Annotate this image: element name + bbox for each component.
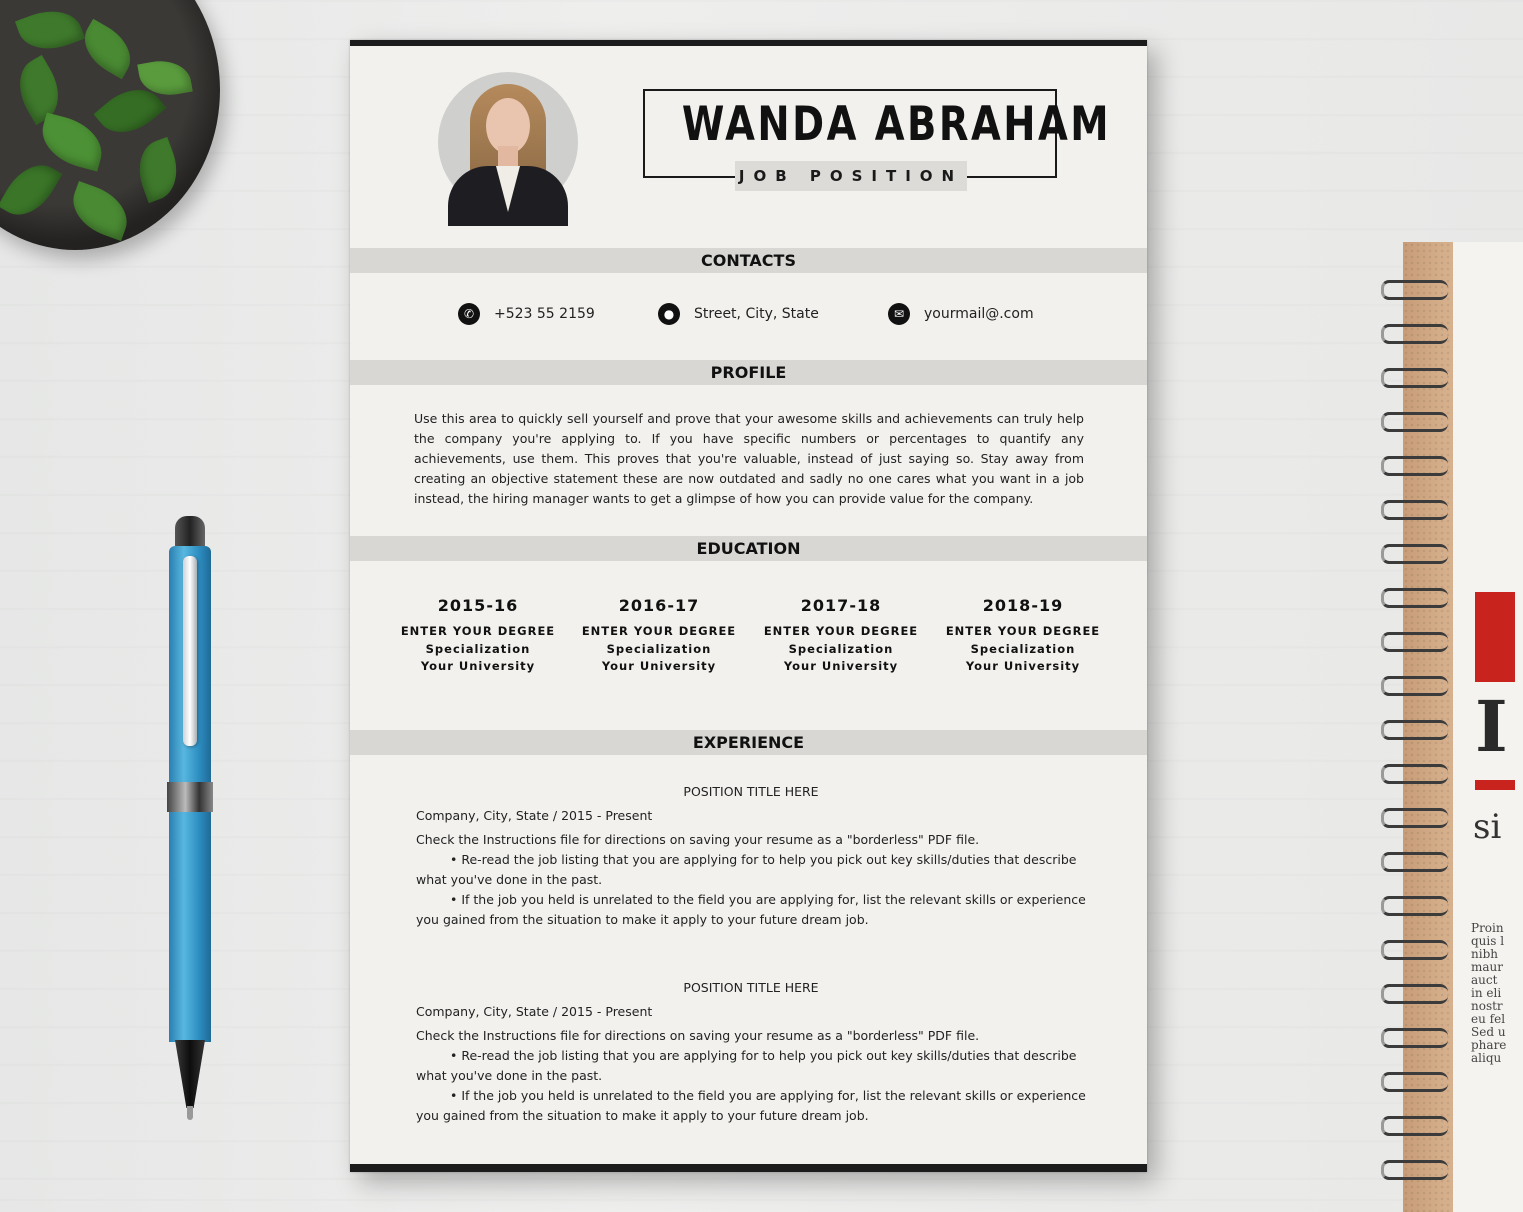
phone-text: +523 55 2159 — [494, 306, 595, 322]
contact-address — [658, 303, 819, 325]
education-degree: ENTER YOUR DEGREE — [763, 624, 919, 638]
education-specialization: Specialization — [425, 641, 531, 656]
education-item — [398, 596, 558, 676]
education-item — [579, 596, 739, 676]
experience-entry — [416, 978, 1086, 1126]
education-university: Your University — [420, 659, 536, 673]
envelope-icon: ✉ — [888, 303, 910, 325]
education-specialization: Specialization — [606, 641, 712, 656]
profile-text: Use this area to quickly sell yourself and prove that your awesome skills and achievements can truly help the company you're applying to. If you have specific numbers or percentages to quantify any achievements, use them. This proves that you're valuable, instead of just saying so. Stay away from creating an objective statement these are now outdated and sadly no one cares what you want in a job instead, the hiring manager wants to get a glimpse of how you can provide value for the company. — [414, 411, 1084, 506]
education-year: 2016-17 — [618, 596, 700, 615]
education-university: Your University — [783, 659, 899, 673]
education-university: Your University — [965, 659, 1081, 673]
experience-entry — [416, 782, 1086, 930]
pen — [167, 516, 213, 1121]
spiral-notebook — [1403, 242, 1523, 1212]
notebook-word: si — [1473, 807, 1502, 847]
section-header-education: EDUCATION — [350, 536, 1147, 561]
experience-bullet: • Re-read the job listing that you are applying for to help you pick out key skills/duties that describe what you've done in the past. — [416, 1048, 1077, 1083]
experience-bullet: • If the job you held is unrelated to the field you are applying for, list the relevant skills or experience you gained from the situation to make it apply to your future dream job. — [416, 1088, 1086, 1123]
education-item — [761, 596, 921, 676]
education-year: 2018-19 — [982, 596, 1064, 615]
education-degree: ENTER YOUR DEGREE — [581, 624, 737, 638]
contact-phone — [458, 303, 595, 325]
contact-email — [888, 303, 1034, 325]
education-item — [943, 596, 1103, 676]
address-text: Street, City, State — [694, 306, 819, 322]
notebook-letter: I — [1475, 685, 1508, 768]
resume-name: WANDA ABRAHAM — [681, 97, 1112, 152]
position-title: POSITION TITLE HERE — [683, 784, 819, 799]
education-year: 2015-16 — [437, 596, 519, 615]
notebook-red-block — [1475, 592, 1515, 682]
experience-bullet: • Re-read the job listing that you are applying for to help you pick out key skills/duties that describe what you've done in the past. — [416, 852, 1077, 887]
email-text: yourmail@.com — [924, 306, 1034, 322]
education-specialization: Specialization — [788, 641, 894, 656]
education-year: 2017-18 — [800, 596, 882, 615]
experience-intro: Check the Instructions file for directions on saving your resume as a "borderless" PDF file. — [416, 1028, 980, 1043]
notebook-red-line — [1475, 780, 1515, 790]
position-title: POSITION TITLE HERE — [683, 980, 819, 995]
section-header-profile: PROFILE — [350, 360, 1147, 385]
experience-intro: Check the Instructions file for directions on saving your resume as a "borderless" PDF file. — [416, 832, 980, 847]
notebook-text: Proin quis l nibh maur auct in eli nostr eu fel Sed u phare aliqu — [1471, 921, 1507, 1065]
section-header-contacts: CONTACTS — [350, 248, 1147, 273]
education-specialization: Specialization — [970, 641, 1076, 656]
education-degree: ENTER YOUR DEGREE — [400, 624, 556, 638]
company-line: Company, City, State / 2015 - Present — [416, 1004, 653, 1019]
location-pin-icon: ● — [658, 303, 680, 325]
section-header-experience: EXPERIENCE — [350, 730, 1147, 755]
job-position: JOB POSITION — [735, 161, 967, 191]
phone-icon: ✆ — [458, 303, 480, 325]
resume-page — [350, 40, 1147, 1172]
education-university: Your University — [601, 659, 717, 673]
profile-photo — [438, 72, 578, 212]
company-line: Company, City, State / 2015 - Present — [416, 808, 653, 823]
education-degree: ENTER YOUR DEGREE — [945, 624, 1101, 638]
experience-bullet: • If the job you held is unrelated to the field you are applying for, list the relevant skills or experience you gained from the situation to make it apply to your future dream job. — [416, 892, 1086, 927]
